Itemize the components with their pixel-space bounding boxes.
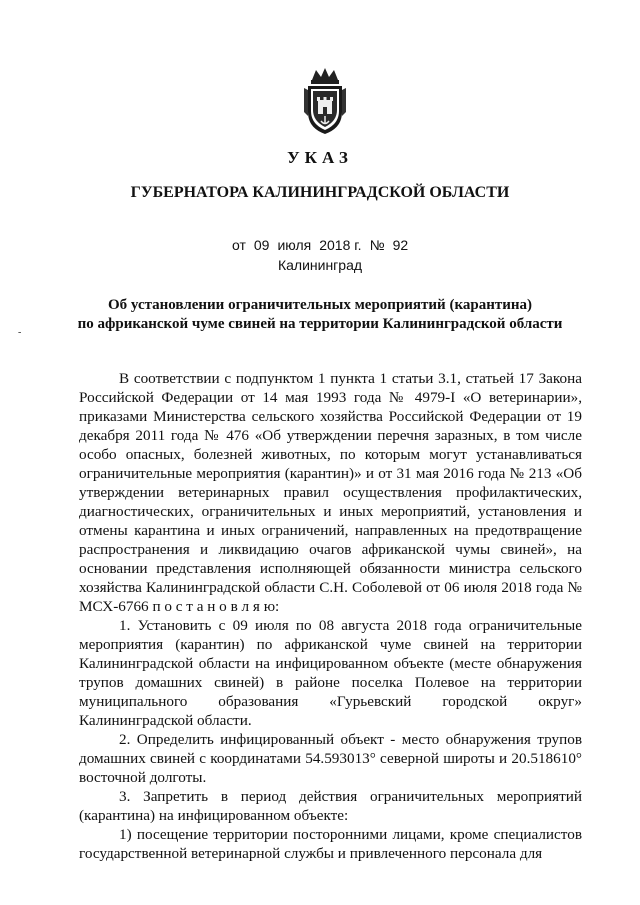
decree-title: УКАЗ [287,148,353,167]
decree-heading [60,296,580,334]
coat-of-arms-emblem [300,66,350,136]
clause-2-paragraph: 2. Определить инфицированный объект - место обнаружения трупов домашних свиней с координатами 54.593013° северной широты и 20.518610° восточной долготы. [79,731,582,786]
number-prefix: № [369,237,385,253]
date-month: июля [277,237,312,253]
margin-mark: - [18,327,22,338]
heading-line-2: по африканской чуме свиней на территории Калининградской области [77,316,563,332]
date-and-number-line [232,237,408,253]
decree-number: 92 [392,237,409,253]
decree-issuer: ГУБЕРНАТОРА КАЛИНИНГРАДСКОЙ ОБЛАСТИ [130,184,510,201]
decree-body [79,369,582,863]
city-name: Калининград [277,257,363,273]
preamble-paragraph: В соответствии с подпунктом 1 пункта 1 статьи 3.1, статьей 17 Закона Российской Федерации от 14 мая 1993 года № 4979-I «О ветеринарии», приказами Министерства сельского хозяйства Российской Федерации от 19 декабря 2011 года № 476 «Об утверждении перечня заразных, в том числе особо опасных, болезней животных, по которым могут устанавливаться ограничительные мероприятия (карантин)» и от 31 мая 2016 года № 213 «Об утверждении ветеринарных правил осуществления профилактических, диагностических, ограничительных и иных мероприятий, установления и отмены карантина и иных ограничений, направленных на предотвращение распространения и ликвидацию очагов африканской чумы свиней», на основании представления исполняющей обязанности министра сельского хозяйства Калининградской области С.Н. Соболевой от 06 июля 2018 года № МСХ-6766 п о с т а н о в л я ю: [79,370,582,615]
heading-line-1: Об установлении ограничительных мероприятий (карантина) [107,297,532,313]
clause-3-paragraph: 3. Запретить в период действия ограничительных мероприятий (карантина) на инфицированном объекте: [79,788,582,824]
clause-1-paragraph: 1. Установить с 09 июля по 08 августа 2018 года ограничительные мероприятия (карантин) по африканской чуме свиней на территории Калининградской области на инфицированном объекте (месте обнаружения трупов домашних свиней) в районе поселка Полевое на территории муниципального образования «Гурьевский городской округ» Калининградской области. [79,617,582,729]
date-day: 09 [253,237,270,253]
date-year: 2018 г. [319,237,362,253]
clause-3-1-paragraph: 1) посещение территории посторонними лицами, кроме специалистов государственной ветеринарной службы и привлеченного персонала для [79,826,582,862]
date-prefix: от [232,237,246,253]
